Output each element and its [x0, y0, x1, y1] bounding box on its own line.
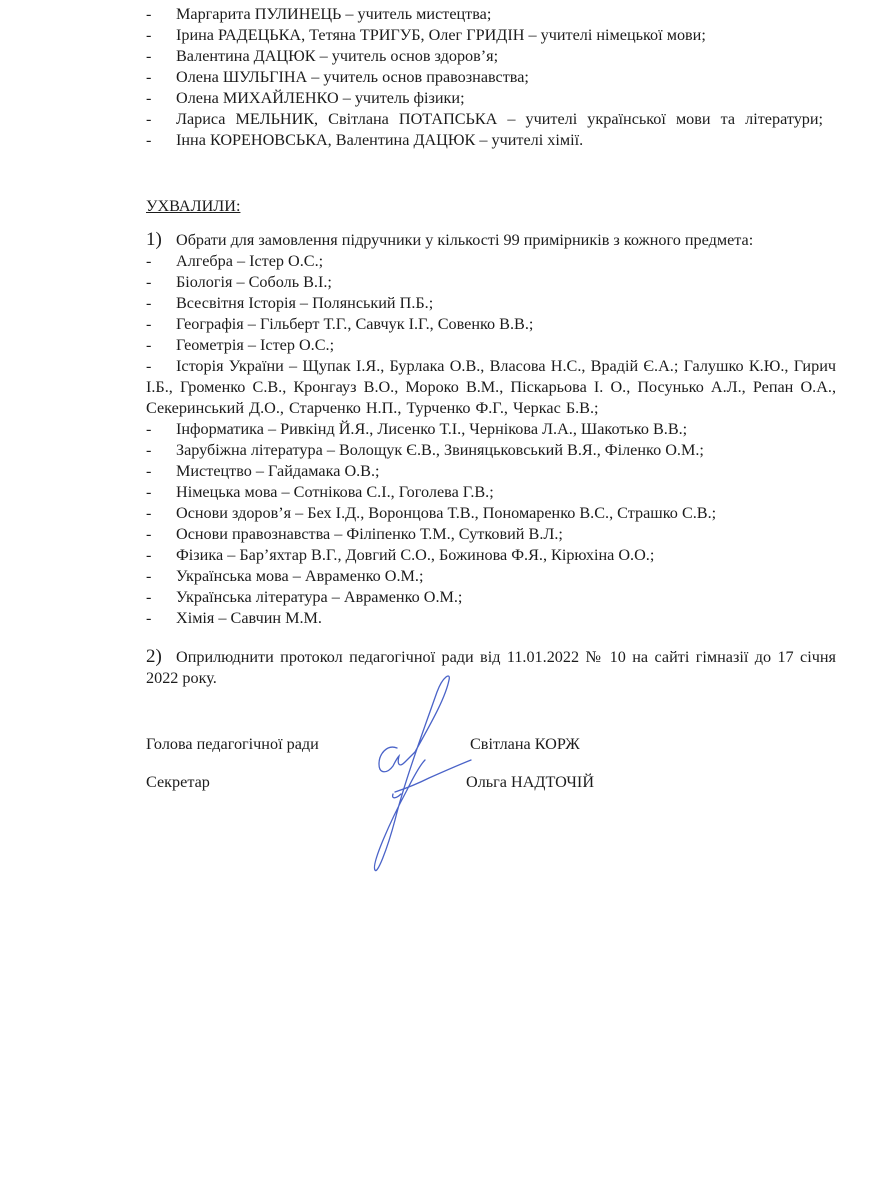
- decision-text: Обрати для замовлення підручники у кількості 99 примірників з кожного предмета:: [176, 231, 754, 249]
- resolved-heading: УХВАЛИЛИ:: [146, 197, 241, 215]
- bullet-dash: -: [146, 546, 152, 564]
- subject-item: [146, 524, 836, 545]
- bullet-dash: -: [146, 441, 152, 459]
- subject-text: Фізика – Бар’яхтар В.Г., Довгий С.О., Божинова Ф.Я., Кірюхіна О.О.;: [176, 546, 655, 564]
- decision-2: [146, 646, 836, 689]
- bullet-dash: -: [146, 609, 152, 627]
- subject-text: Інформатика – Ривкінд Й.Я., Лисенко Т.І., Чернікова Л.А., Шакотько В.В.;: [176, 420, 688, 438]
- attendee-text: Ірина РАДЕЦЬКА, Тетяна ТРИГУБ, Олег ГРИДІН – учителі німецької мови;: [176, 26, 706, 44]
- bullet-dash: -: [146, 462, 152, 480]
- bullet-dash: -: [146, 315, 152, 333]
- bullet-dash: -: [146, 357, 152, 375]
- bullet-dash: -: [146, 68, 152, 86]
- bullet-dash: -: [146, 47, 152, 65]
- subject-item: [146, 461, 836, 482]
- bullet-dash: -: [146, 273, 152, 291]
- subject-text: Основи правознавства – Філіпенко Т.М., Сутковий В.Л.;: [176, 525, 563, 543]
- attendee-text: Маргарита ПУЛИНЕЦЬ – учитель мистецтва;: [176, 5, 492, 23]
- subject-text: Українська мова – Авраменко О.М.;: [176, 567, 424, 585]
- subject-text: Хімія – Савчин М.М.: [176, 609, 322, 627]
- bullet-dash: -: [146, 588, 152, 606]
- subject-item: [146, 587, 836, 608]
- subject-item: [146, 272, 836, 293]
- secretary-name: Ольга НАДТОЧІЙ: [466, 773, 595, 791]
- attendee-text: Олена МИХАЙЛЕНКО – учитель фізики;: [176, 89, 465, 107]
- subject-item: [146, 293, 836, 314]
- subject-item: [146, 335, 836, 356]
- subject-item: [146, 503, 836, 524]
- signature-stroke: [395, 760, 471, 792]
- attendee-text: Лариса МЕЛЬНИК, Світлана ПОТАПСЬКА – учителі української мови та літератури;: [176, 110, 824, 128]
- subject-text: Географія – Гільберт Т.Г., Савчук І.Г., Совенко В.В.;: [176, 315, 534, 333]
- subject-item: [146, 566, 836, 587]
- bullet-dash: -: [146, 26, 152, 44]
- subject-item: [146, 356, 836, 419]
- subject-item: [146, 545, 836, 566]
- attendee-item: [146, 4, 836, 25]
- subject-text: Німецька мова – Сотнікова С.І., Гоголева Г.В.;: [176, 483, 494, 501]
- subject-text: Алгебра – Істер О.С.;: [176, 252, 324, 270]
- chair-title: Голова педагогічної ради: [146, 735, 319, 753]
- attendee-text: Олена ШУЛЬГІНА – учитель основ правознавства;: [176, 68, 529, 86]
- bullet-dash: -: [146, 504, 152, 522]
- subject-text: Українська література – Авраменко О.М.;: [176, 588, 463, 606]
- subject-text: Зарубіжна література – Волощук Є.В., Звиняцьковський В.Я., Філенко О.М.;: [176, 441, 704, 459]
- subject-text: Всесвітня Історія – Полянський П.Б.;: [176, 294, 434, 312]
- subject-item: [146, 608, 836, 629]
- bullet-dash: -: [146, 89, 152, 107]
- subject-item: [146, 314, 836, 335]
- attendee-text: Інна КОРЕНОВСЬКА, Валентина ДАЦЮК – учителі хімії.: [176, 131, 584, 149]
- bullet-dash: -: [146, 131, 152, 149]
- bullet-dash: -: [146, 483, 152, 501]
- subject-item: [146, 482, 836, 503]
- attendee-item: [146, 109, 836, 130]
- attendee-item: [146, 130, 836, 151]
- bullet-dash: -: [146, 525, 152, 543]
- subject-text: Біологія – Соболь В.І.;: [176, 273, 332, 291]
- decision-1-intro: [146, 230, 836, 251]
- handwritten-signature: [335, 670, 485, 880]
- signature-stroke: [393, 794, 401, 798]
- subject-item: [146, 419, 836, 440]
- subject-item: [146, 251, 836, 272]
- attendee-item: [146, 88, 836, 109]
- subject-text: Геометрія – Істер О.С.;: [176, 336, 335, 354]
- bullet-dash: -: [146, 336, 152, 354]
- attendee-item: [146, 25, 836, 46]
- chair-name: Світлана КОРЖ: [470, 735, 580, 753]
- decision-text: Оприлюднити протокол педагогічної ради від 11.01.2022 № 10 на сайті гімназії до 17 січня 2022 року.: [146, 648, 836, 687]
- decision-1: [146, 230, 836, 629]
- signature-stroke: [379, 747, 415, 772]
- attendees-list: [146, 4, 836, 151]
- item-number: 1): [146, 229, 162, 250]
- attendee-text: Валентина ДАЦЮК – учитель основ здоров’я;: [176, 47, 499, 65]
- attendee-item: [146, 67, 836, 88]
- bullet-dash: -: [146, 252, 152, 270]
- bullet-dash: -: [146, 567, 152, 585]
- subject-item: [146, 440, 836, 461]
- subject-text: Мистецтво – Гайдамака О.В.;: [176, 462, 380, 480]
- bullet-dash: -: [146, 5, 152, 23]
- item-number: 2): [146, 646, 162, 667]
- bullet-dash: -: [146, 294, 152, 312]
- attendee-item: [146, 46, 836, 67]
- subject-text: Історія України – Щупак І.Я., Бурлака О.В., Власова Н.С., Врадій Є.А.; Галушко К.Ю., Гирич І.Б., Громенко С.В., Кронгауз В.О., Мороко В.М., Піскарьова І. О., Посунько А.Л., Репан О.А., Секеринський Д.О., Старченко Н.П., Турченко Ф.Г., Черкас Б.В.;: [146, 357, 836, 417]
- secretary-title: Секретар: [146, 773, 210, 791]
- bullet-dash: -: [146, 420, 152, 438]
- bullet-dash: -: [146, 110, 152, 128]
- subject-text: Основи здоров’я – Бех І.Д., Воронцова Т.В., Пономаренко В.С., Страшко С.В.;: [176, 504, 717, 522]
